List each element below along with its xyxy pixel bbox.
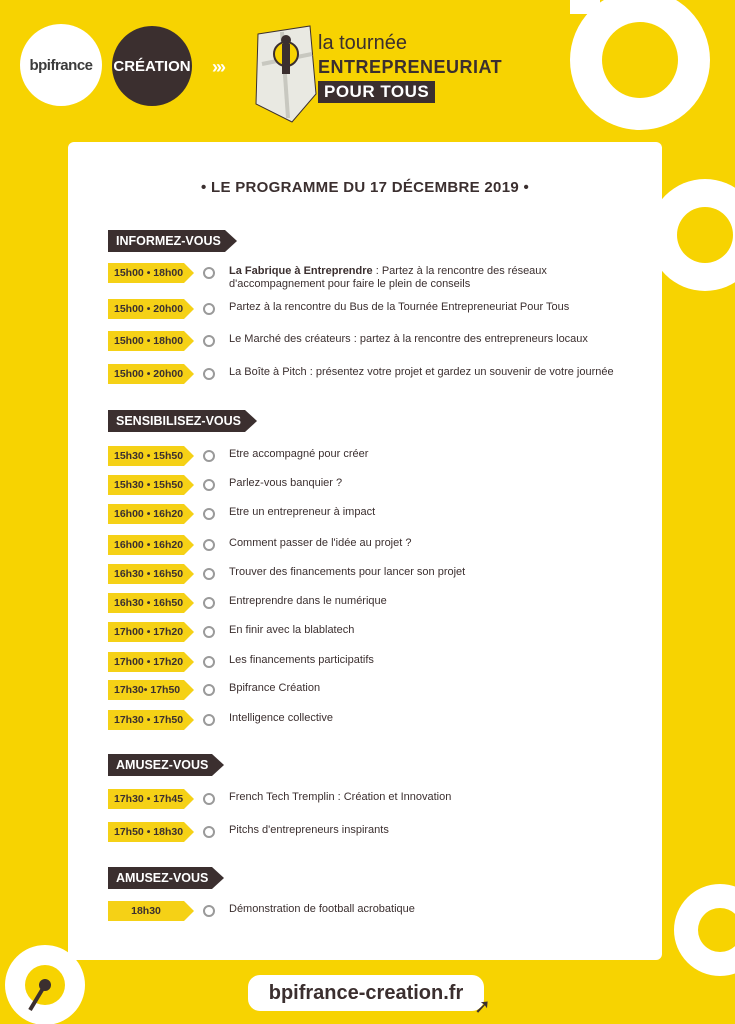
event-description: Entreprendre dans le numérique	[229, 595, 387, 607]
time-badge: 15h00 • 20h00	[108, 364, 184, 384]
time-badge: 16h30 • 16h50	[108, 593, 184, 613]
section-header-informez: INFORMEZ-VOUS	[108, 230, 225, 252]
time-badge: 15h00 • 18h00	[108, 263, 184, 283]
bullet-icon	[203, 626, 215, 638]
time-badge: 16h00 • 16h20	[108, 535, 184, 555]
schedule-row	[108, 593, 628, 615]
bullet-icon	[203, 905, 215, 917]
bullet-icon	[203, 335, 215, 347]
time-badge: 17h30 • 17h45	[108, 789, 184, 809]
bullet-icon	[203, 303, 215, 315]
bullet-icon	[203, 450, 215, 462]
time-badge: 16h00 • 16h20	[108, 504, 184, 524]
event-description: Bpifrance Création	[229, 682, 321, 694]
schedule-row	[108, 652, 628, 674]
event-title: La Fabrique à Entreprendre	[229, 265, 373, 277]
schedule-row	[108, 475, 628, 497]
event-description: Les financements participatifs	[229, 654, 374, 666]
time-badge: 17h00 • 17h20	[108, 622, 184, 642]
schedule-row	[108, 535, 628, 557]
footer-url-text: bpifrance-creation.fr	[268, 981, 464, 1004]
creation-logo-text: CRÉATION	[113, 57, 191, 75]
event-description: Comment passer de l'idée au projet ?	[229, 537, 412, 549]
schedule-row	[108, 331, 628, 353]
event-description: Pitchs d'entrepreneurs inspirants	[229, 824, 389, 836]
schedule-row	[108, 299, 628, 321]
tour-title: la tournée	[318, 32, 407, 54]
schedule-row	[108, 622, 628, 644]
schedule-row	[108, 564, 628, 586]
bullet-icon	[203, 539, 215, 551]
event-description: Parlez-vous banquier ?	[229, 477, 343, 489]
bpifrance-logo-text: bpifrance	[29, 56, 93, 74]
time-badge: 15h00 • 18h00	[108, 331, 184, 351]
cursor-icon: ➚	[474, 996, 491, 1018]
schedule-row	[108, 446, 628, 468]
program-card	[68, 142, 662, 960]
time-badge: 15h30 • 15h50	[108, 475, 184, 495]
event-description: En finir avec la blablatech	[229, 624, 355, 636]
bullet-icon	[203, 508, 215, 520]
tour-subtitle: ENTREPRENEURIAT	[318, 57, 503, 77]
program-title: • LE PROGRAMME DU 17 DÉCEMBRE 2019 •	[200, 179, 530, 196]
schedule-row	[108, 710, 628, 732]
schedule-row	[108, 504, 628, 526]
time-badge: 15h00 • 20h00	[108, 299, 184, 319]
event-description: Etre accompagné pour créer	[229, 448, 369, 460]
schedule-row	[108, 789, 628, 811]
event-description: Démonstration de football acrobatique	[229, 903, 415, 915]
schedule-row	[108, 263, 628, 290]
footer-url-link[interactable]	[248, 975, 484, 1011]
event-description	[229, 265, 629, 291]
time-badge: 16h30 • 16h50	[108, 564, 184, 584]
bullet-icon	[203, 267, 215, 279]
time-badge: 17h00 • 17h20	[108, 652, 184, 672]
event-text: : Partez à la rencontre des réseaux d'accompagnement pour faire le plein de conseils	[229, 265, 547, 290]
section-header-amusez: AMUSEZ-VOUS	[108, 754, 212, 776]
event-description: French Tech Tremplin : Création et Innovation	[229, 791, 452, 803]
schedule-row	[108, 822, 628, 844]
event-description: La Boîte à Pitch : présentez votre projet et gardez un souvenir de votre journée	[229, 366, 614, 378]
bullet-icon	[203, 714, 215, 726]
event-description: Intelligence collective	[229, 712, 333, 724]
tour-subtitle-banner: POUR TOUS	[318, 81, 435, 103]
arrow-icon: ›››	[212, 57, 224, 77]
schedule-row	[108, 901, 628, 923]
section-header-amusez-2: AMUSEZ-VOUS	[108, 867, 212, 889]
time-badge: 17h30• 17h50	[108, 680, 184, 700]
schedule-row	[108, 364, 628, 386]
bullet-icon	[203, 368, 215, 380]
bullet-icon	[203, 793, 215, 805]
time-badge: 17h30 • 17h50	[108, 710, 184, 730]
event-description: Trouver des financements pour lancer son projet	[229, 566, 466, 578]
time-badge: 17h50 • 18h30	[108, 822, 184, 842]
bpifrance-logo	[20, 24, 102, 106]
bullet-icon	[203, 684, 215, 696]
event-description: Etre un entrepreneur à impact	[229, 506, 376, 518]
time-badge: 15h30 • 15h50	[108, 446, 184, 466]
event-description: Partez à la rencontre du Bus de la Tournée Entrepreneuriat Pour Tous	[229, 301, 570, 313]
section-header-sensibilisez: SENSIBILISEZ-VOUS	[108, 410, 245, 432]
schedule-row	[108, 680, 628, 702]
bullet-icon	[203, 826, 215, 838]
time-badge: 18h30	[108, 901, 184, 921]
bullet-icon	[203, 479, 215, 491]
bullet-icon	[203, 656, 215, 668]
bullet-icon	[203, 597, 215, 609]
bullet-icon	[203, 568, 215, 580]
event-description: Le Marché des créateurs : partez à la rencontre des entrepreneurs locaux	[229, 333, 588, 345]
creation-logo	[112, 26, 192, 106]
